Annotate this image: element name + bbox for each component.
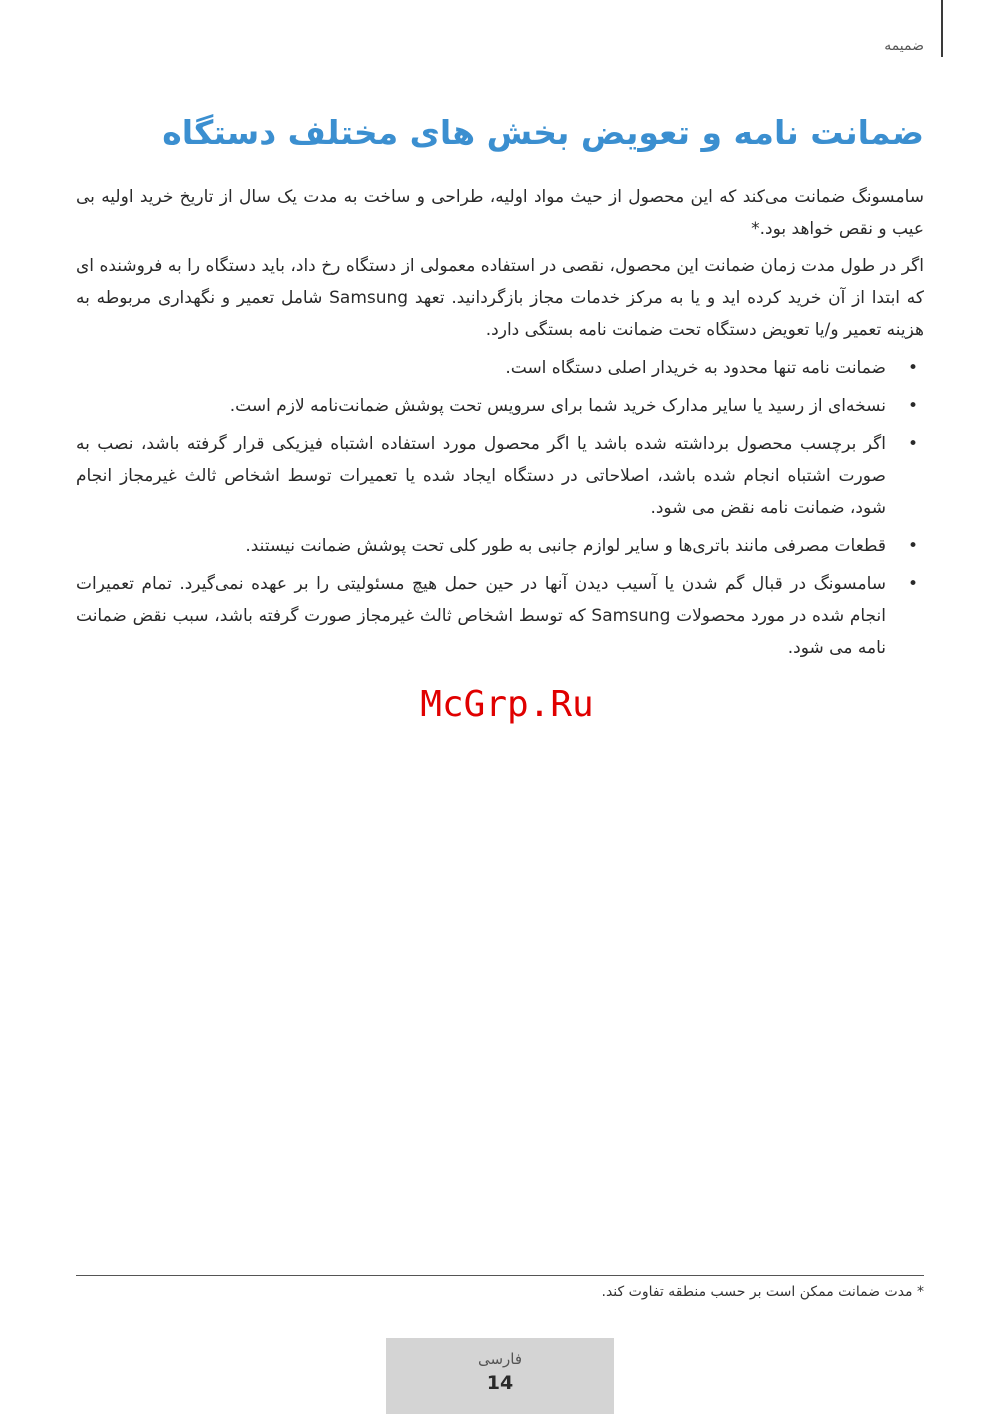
bullet-icon: • [907, 536, 918, 556]
list-item [76, 428, 924, 524]
list-item [76, 530, 924, 562]
conditions-list [76, 352, 924, 670]
intro-paragraph-service: اگر در طول مدت زمان ضمانت این محصول، نقصی در استفاده معمولی از دستگاه رخ داد، باید دستگاه را به فروشنده ای که ابتدا از آن خرید کرده اید و یا به مرکز خدمات مجاز بازگردانید. تعهد Samsung شامل تعمیر و نگهداری مربوطه به هزینه تعمیر و/یا تعویض دستگاه تحت ضمانت نامه بستگی دارد. [76, 256, 924, 340]
bullet-icon: • [907, 574, 918, 594]
bullet-icon: • [907, 396, 918, 416]
footnote: * مدت ضمانت ممکن است بر حسب منطقه تفاوت کند. [601, 1284, 924, 1300]
list-item [76, 390, 924, 422]
page-title: ضمانت نامه و تعویض بخش های مختلف دستگاه [162, 113, 924, 152]
list-item-text: اگر برچسب محصول برداشته شده باشد یا اگر محصول مورد استفاده اشتباه فیزیکی قرار گرفته باشد، نصب به صورت اشتباه انجام شده باشد، اصلاحاتی در دستگاه ایجاد شده یا تعمیرات توسط اشخاص ثالث غیرمجاز انجام شود، ضمانت نامه نقض می شود. [76, 434, 886, 518]
watermark-text: McGrp.Ru [420, 684, 594, 725]
language-label: فارسی [477, 1350, 523, 1368]
footnote-divider [76, 1275, 924, 1276]
list-item [76, 352, 924, 384]
bullet-icon: • [907, 358, 918, 378]
header-rule [941, 0, 943, 57]
list-item-text: نسخه‌ای از رسید یا سایر مدارک خرید شما برای سرویس تحت پوشش ضمانت‌نامه لازم است. [229, 396, 886, 416]
list-item-text: قطعات مصرفی مانند باتری‌ها و سایر لوازم جانبی به طور کلی تحت پوشش ضمانت نیستند. [245, 536, 886, 556]
list-item [76, 568, 924, 664]
page-number: 14 [486, 1372, 514, 1394]
list-item-text: ضمانت نامه تنها محدود به خریدار اصلی دستگاه است. [505, 358, 886, 378]
section-label: ضمیمه [884, 38, 924, 54]
page-number-box [386, 1338, 614, 1414]
intro-paragraph-warranty: سامسونگ ضمانت می‌کند که این محصول از حیث مواد اولیه، طراحی و ساخت به مدت یک سال از تاریخ خرید اولیه بی عیب و نقص خواهد بود.* [76, 187, 924, 239]
bullet-icon: • [907, 434, 918, 454]
list-item-text: سامسونگ در قبال گم شدن یا آسیب دیدن آنها در حین حمل هیچ مسئولیتی را بر عهده نمی‌گیرد. تمام تعمیرات انجام شده در مورد محصولات Samsung که توسط اشخاص ثالث غیرمجاز صورت گرفته باشد، سبب نقض ضمانت نامه می شود. [76, 574, 886, 658]
